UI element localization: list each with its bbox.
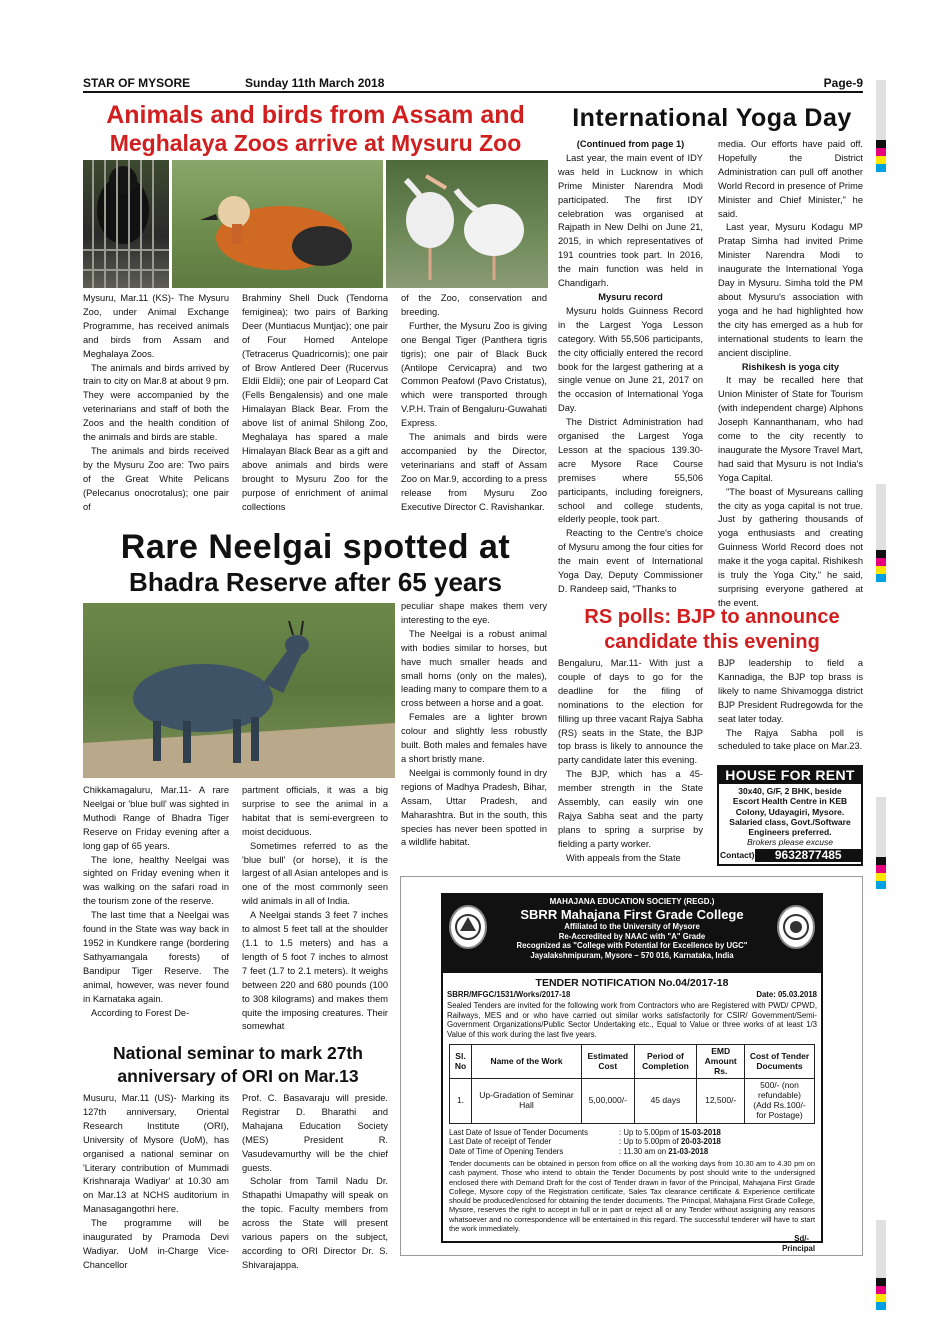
date-prefix: : 11.30 am on	[619, 1147, 667, 1157]
duck-graphic	[172, 160, 383, 288]
date-prefix: : Up to 5.00pm of	[619, 1137, 679, 1147]
tender-footer: Tender documents can be obtained in person from office on all the working days from 10.30 am to 4.30 pm on cash payment. Those who intend to obtain the Tender Documents by post should write to the undersigned enclosed there with Demand Draft for the cost of Tender drawn in favor of the Principal, Mahajana First Grade College, Mysore copy of the Registration certificate, Sales Tax clearance certificate & Experience certificate should be produced/enclosed for obtaining the tender documents. The Principal, Mahajana First Grade College, Mysore, reserves the right to accept in full or in part or reject all or any Tender without assigning any reasons whatsoever and no correspondence will be entertained in this regard. The successful tenderer will have to start the work immediately.	[449, 1158, 815, 1234]
col-header: EMD Amount Rs.	[697, 1044, 745, 1078]
neelgai-para: The lone, healthy Neelgai was sighted on Friday evening when it was walking on the safari road in the tourism zone of the reserve.	[83, 854, 229, 907]
tender-masthead	[443, 895, 821, 973]
ad-phone: 9632877485	[755, 849, 861, 862]
page-number: Page-9	[823, 76, 863, 90]
header-date: Sunday 11th March 2018	[245, 76, 385, 90]
col-header: Estimated Cost	[582, 1044, 635, 1078]
seminar-col-1	[83, 1092, 229, 1273]
zoo-para: The animals and birds arrived by train to city on Mar.8 at about 9 pm. They were accompanied by the veterinarians and staff of both the Zoos and the health condition of the animals and birds are stable.	[83, 362, 229, 443]
tender-intro: Sealed Tenders are invited for the following work from Contractors who are Registered with PWD/ CPWD, Railways, MES and or who have carried out similar works satisfactorily for CSIR/ Government/Semi-Government Organizations/Public Sector Undertaking etc., Equal to Value or three works of at least 1/3 Value of this work during the last five years.	[447, 1000, 817, 1040]
rs-headline-2: candidate this evening	[604, 631, 820, 653]
neelgai-para: The last time that a Neelgai was found in the State was way back in 1952 in Kundkere range (bordering Sathyamangala forests) of Bandipur Tiger Reserve. The animal, however, was never found in Karnataka again.	[83, 910, 229, 1004]
table-cell: 45 days	[634, 1079, 697, 1123]
neelgai-col-2	[242, 784, 388, 1034]
yoga-para: The District Administration had organised the Largest Yoga Lesson at the spacious 139.30-acre Mysore Race Course premises where 55,506 participants, including foreigners, school and college students, elderly people, took part.	[558, 417, 703, 525]
registration-strip-4	[876, 1220, 886, 1310]
neelgai-headline-2: Bhadra Reserve after 65 years	[129, 567, 502, 597]
ad-line: Escort Health Centre in KEB	[732, 796, 848, 807]
college-logo-left	[449, 905, 487, 949]
ad-title: HOUSE FOR RENT	[719, 767, 861, 784]
duck-photo	[172, 160, 383, 288]
neelgai-para: peculiar shape makes them very interesting to the eye.	[401, 601, 547, 625]
college-address: Jayalakshmipuram, Mysore – 570 016, Karnataka, India	[530, 951, 734, 961]
rs-para: The Rajya Sabha poll is scheduled to take place on Mar.23.	[718, 727, 863, 752]
yoga-para: Last year, the main event of IDY was held in Lucknow in which Prime Minister Narendra Modi participated. The first IDY celebration was organised at Rajpath in New Delhi on June 21, 2015, in which representatives of 191 countries took part. In 2016, the main function was held in Chandigarh.	[558, 152, 703, 289]
rs-col-2	[718, 657, 863, 754]
tender-ad	[441, 893, 823, 1254]
date-prefix: : Up to 5.00pm of	[619, 1127, 679, 1137]
tender-signature: Sd/-	[794, 1234, 809, 1244]
registration-strip-3	[876, 797, 886, 889]
ad-line: Salaried class, Govt./Software	[729, 816, 851, 827]
seminar-para: Scholar from Tamil Nadu Dr. Sthapathi Umapathy will speak on the topic. Faculty members from across the State will present various papers on the subject, according to ORI Director Dr. S. Shivarajappa.	[242, 1176, 388, 1270]
rs-col-1	[558, 657, 703, 866]
neelgai-col-1	[83, 784, 229, 1020]
house-for-rent-ad	[717, 765, 863, 866]
neelgai-para: According to Forest De-	[91, 1007, 190, 1018]
yoga-para: "The boast of Mysureans calling the city as yoga capital is not true. Just by gathering thousands of yoga enthusiasts and creating Guinness World Record does not make it the yoga capital. Rishikesh is truly the Yoga City," he said, surprising everyone gathered at the event.	[718, 486, 863, 608]
neelgai-graphic	[83, 603, 395, 778]
registration-strip-1	[876, 80, 886, 172]
col-header: Period of Completion	[634, 1044, 697, 1078]
zoo-headline-2: Meghalaya Zoos arrive at Mysuru Zoo	[109, 130, 522, 156]
tender-table	[449, 1044, 815, 1124]
table-cell: 500/- (non refundable) (Add Rs.100/- for Postage)	[745, 1079, 815, 1123]
table-cell: Up-Gradation of Seminar Hall	[472, 1079, 582, 1123]
ad-line: Colony, Udayagiri, Mysore.	[735, 806, 845, 817]
table-row	[450, 1079, 815, 1123]
yoga-para: Reacting to the Centre's choice of Mysuru among the four cities for the main event of International Yoga Day, Deputy Commissioner D. Randeep said, "Thanks to	[558, 528, 703, 594]
tender-reference: SBRR/MFGC/1531/Works/2017-18	[447, 990, 571, 999]
yoga-para: It may be recalled here that Union Minister of State for Tourism (with independent charge) Alphons Joseph Kannanthanam, who had come to the city recently to inaugurate the Mysore Travel Mart, had said that Mysuru is not India's Yoga Capital.	[718, 375, 863, 483]
yoga-col-2	[718, 138, 863, 611]
tender-dates	[443, 1127, 821, 1158]
neelgai-para: Females are a lighter brown colour and slightly less robustly built. Both males and females have a short bristly mane.	[401, 712, 547, 764]
yoga-headline: International Yoga Day	[572, 104, 852, 132]
bear-photo	[83, 160, 169, 288]
zoo-para: Mysuru, Mar.11 (KS)- The Mysuru Zoo, under Animal Exchange Programme, has received animals and birds from Assam and Meghalaya Zoos.	[83, 293, 229, 359]
neelgai-headline-1: Rare Neelgai spotted at	[120, 528, 511, 566]
neelgai-para: Neelgai is commonly found in dry regions of Madhya Pradesh, Bihar, Assam, Uttar Pradesh, and Maharashtra. But in the south, this species has never been spotted in a wildlife habitat.	[401, 767, 547, 848]
college-affiliation: Affiliated to the University of Mysore	[564, 921, 700, 931]
neelgai-para: A Neelgai stands 3 feet 7 inches to almost 5 feet tall at the shoulder (1.1 to 1.5 meters) and has a length of 5 foot 7 inches to almost 7 feet (1.7 to 2.1 meters). It weighs between 220 and 680 pounds (100 to 308 kilograms) and makes them quite the imposing creatures. Their somewhat	[242, 910, 388, 1032]
paper-name: STAR OF MYSORE	[83, 76, 191, 90]
yoga-para: media. Our efforts have paid off. Hopefully the District Administration can pull off another World Record in presence of Prime Minister and Chief Minister," he said.	[718, 139, 863, 219]
tender-date: Date: 05.03.2018	[756, 990, 817, 999]
col-header: Cost of Tender Documents	[745, 1044, 815, 1078]
ad-line: Engineers preferred.	[748, 827, 832, 838]
zoo-col-2	[242, 292, 388, 515]
date-value: 21-03-2018	[668, 1147, 709, 1157]
tender-notice-title: TENDER NOTIFICATION No.04/2017-18	[535, 977, 729, 989]
yoga-para: Last year, Mysuru Kodagu MP Pratap Simha had invited Prime Minister Narendra Modi to inaugurate the International Yoga Day in Mysuru. Simha told the PM about Mysuru's association with yoga and he had highlighted how the city has emerged as a hub for international students to learn the ancient discipline.	[718, 222, 863, 358]
zoo-para: of the Zoo, conservation and breeding.	[401, 293, 547, 317]
zoo-para: Further, the Mysuru Zoo is giving one Bengal Tiger (Panthera tigris tigris); one pair of Black Buck (Antilope Cervicapra) and two Common Peafowl (Pavo Cristatus), which were transported through V.P.H. Train of Bengaluru-Guwahati Express.	[401, 320, 547, 429]
date-value: 15-03-2018	[680, 1127, 721, 1137]
seminar-para: Prof. C. Basavaraju will preside. Registrar D. Bharathi and Mahajana Education Society (MES) President R. Vasudevamurthy will be the chief guests.	[242, 1093, 388, 1173]
seminar-para: Musuru, Mar.11 (US)- Marking its 127th anniversary, Oriental Research Institute (ORI), University of Mysore (UoM), has organised a national seminar on 'Literary contribution of Mummadi Krishnaraja Wadiyar' at 10.30 am on Mar.13 at NCHS auditorium in Manasagangothri here.	[83, 1093, 229, 1215]
seal-icon	[779, 907, 813, 947]
zoo-col-1	[83, 292, 229, 515]
yoga-continued-note: (Continued from page 1)	[576, 139, 685, 149]
rs-para: Bengaluru, Mar.11- With just a couple of days to go for the deadline for the filing of nominations to the election for filling up three vacant Rajya Sabha (RS) seats in the State, the BJP top brass is likely to announce the party candidate later this evening.	[558, 658, 703, 766]
date-label: Last Date of Issue of Tender Documents	[449, 1127, 588, 1137]
seminar-headline-1: National seminar to mark 27th	[113, 1043, 363, 1063]
page-header	[83, 75, 863, 93]
seminar-col-2	[242, 1092, 388, 1273]
ad-contact-label: Contact)	[720, 850, 755, 861]
zoo-headline-1: Animals and birds from Assam and	[106, 101, 525, 129]
seminar-para: The programme will be inaugurated by Pramoda Devi Wadiyar. UoM in-Charge Vice-Chancellor	[83, 1218, 229, 1270]
yoga-col-1	[558, 138, 703, 597]
ad-line: 30x40, G/F, 2 BHK, beside	[738, 786, 842, 796]
neelgai-para: Sometimes referred to as the 'blue bull' (or horse), it is the largest of all Asian antelopes and is one of the most commonly seen wild animals in all of India.	[242, 840, 388, 907]
table-cell: 5,00,000/-	[582, 1079, 635, 1123]
zoo-para: The animals and birds received by the Mysuru Zoo are: Two pairs of the Great White Pelicans (Pelecanus onocrotalus); one pair of	[83, 445, 229, 512]
rs-para: The BJP, which has a 45-member strength in the State Assembly, can easily win one Rajya Sabha seat and the party plans to spring a surprise by fielding a party worker.	[558, 769, 703, 849]
zoo-para: Brahminy Shell Duck (Tendorna femiginea); two pairs of Barking Deer (Muntiacus Muntjac); one pair of Four Horned Antelope (Tetracerus Quadricornis); one pair of Brow Antlered Deer (Rucervus Eldii Eldii); one pair of Leopard Cat (Fells Bengalensis) and one male Himalayan Black Bear. From the above list of animal Shilong Zoo, Meghalaya has spared a male Himalayan Black Bear as a gift and above animals and birds were brought to Mysuru Zoo for the purpose of enrichment of animal collections	[242, 293, 388, 512]
yoga-subhead-mysuru-record: Mysuru record	[598, 291, 663, 302]
yoga-subhead-rishikesh: Rishikesh is yoga city	[741, 361, 840, 372]
society-name: MAHAJANA EDUCATION SOCIETY (REGD.)	[549, 897, 715, 906]
date-value: 20-03-2018	[680, 1137, 721, 1147]
college-name: SBRR Mahajana First Grade College	[520, 906, 744, 922]
college-accreditation: Re-Accredited by NAAC with "A" Grade	[558, 931, 706, 941]
pelicans-graphic	[386, 160, 548, 288]
rs-para: With appeals from the State	[566, 852, 681, 863]
tender-signatory: Principal	[782, 1244, 815, 1254]
seminar-headline-2: anniversary of ORI on Mar.13	[117, 1066, 359, 1086]
ad-line: Brokers please excuse	[747, 837, 833, 848]
date-label: Date of Time of Opening Tenders	[449, 1147, 564, 1157]
zoo-para: The animals and birds were accompanied by the Director, veterinarians and staff of Assam Zoo on Mar.9, according to a press release from Mysuru Zoo Executive Director C. Ravishankar.	[401, 432, 547, 512]
neelgai-para: Chikkamagaluru, Mar.11- A rare Neelgai or 'blue bull' was sighted in Muthodi Range of Bhadra Tiger Reserve on Friday evening after a long gap of 65 years.	[83, 785, 229, 851]
rs-para: BJP leadership to field a Kannadiga, the BJP top brass is likely to name Shivamogga district BJP President Rudregowda for the seat later today.	[718, 658, 863, 724]
date-label: Last Date of receipt of Tender	[449, 1137, 552, 1147]
bear-cage-graphic	[83, 160, 169, 288]
pelicans-photo	[386, 160, 548, 288]
col-header: Name of the Work	[472, 1044, 582, 1078]
college-recognition: Recognized as "College with Potential for Excellence by UGC"	[516, 941, 748, 951]
zoo-col-3	[401, 292, 547, 515]
tender-ad-frame	[400, 876, 863, 1256]
rs-headline-1: RS polls: BJP to announce	[584, 606, 840, 628]
neelgai-para: partment officials, it was a big surprise to see the animal in a habitat that is semi-evergreen to moist deciduous.	[242, 785, 388, 837]
neelgai-col-3	[401, 600, 547, 850]
college-logo-right	[777, 905, 815, 949]
registration-strip-2	[876, 484, 886, 582]
neelgai-para: The Neelgai is a robust animal with bodies similar to horses, but have much smaller heads and small horns (only on the males), leading many to compare them to a cross between a horse and a goat.	[401, 628, 547, 709]
table-cell: 12,500/-	[697, 1079, 745, 1123]
emblem-icon	[451, 907, 485, 947]
col-header: Sl. No	[450, 1044, 472, 1078]
yoga-para: Mysuru holds Guinness Record in the Largest Yoga Lesson category. With 55,506 participants, the city officially entered the record book for the largest gathering at a single venue on June 21, 2017 on the occasion of International Yoga Day.	[558, 305, 703, 414]
neelgai-photo	[83, 603, 395, 778]
table-cell: 1.	[450, 1079, 472, 1123]
